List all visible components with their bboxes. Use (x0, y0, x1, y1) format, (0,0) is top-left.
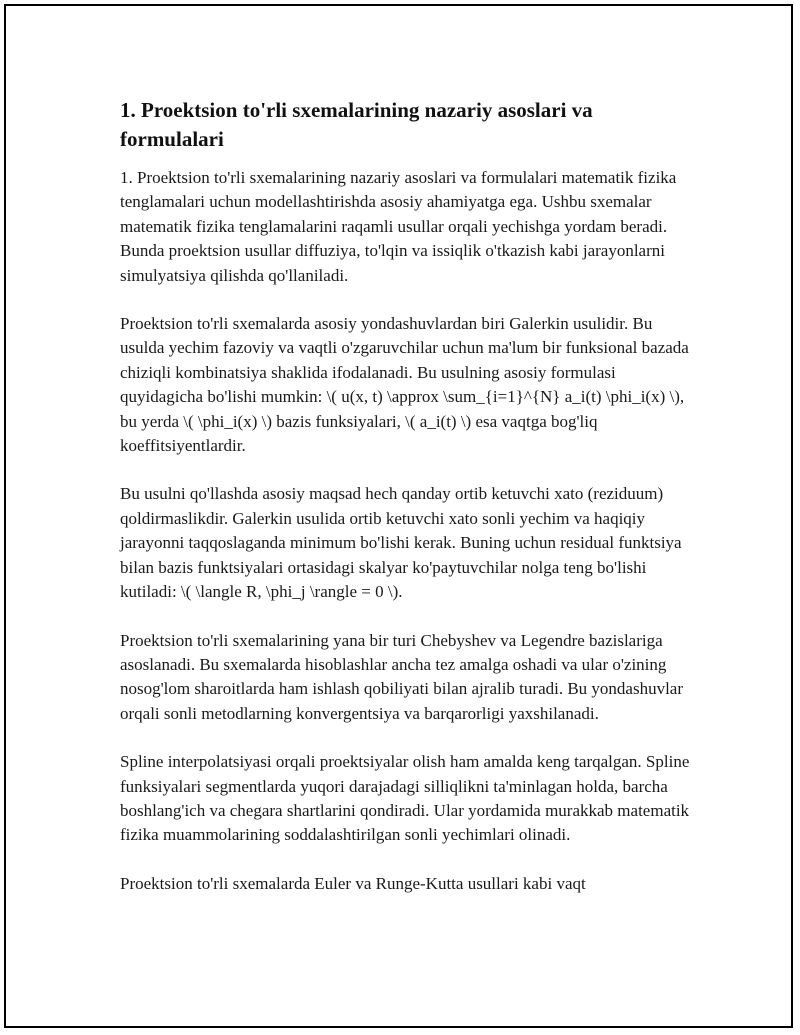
document-body (120, 96, 700, 920)
section-heading: 1. Proektsion to'rli sxemalarining nazariy asoslari va formulalari (120, 98, 593, 151)
paragraph-chebyshev-legendre: Proektsion to'rli sxemalarining yana bir turi Chebyshev va Legendre bazislariga asoslanadi. Bu sxemalarda hisoblashlar ancha tez amalga oshadi va ular o'zining nosog'lom sharoitlarda ham ishlash qobiliyati bilan ajralib turadi. Bu yondashuvlar orqali sonli metodlarning konvergentsiya va barqarorligi yaxshilanadi. (120, 630, 684, 723)
paragraph-residual: Bu usulni qo'llashda asosiy maqsad hech qanday ortib ketuvchi xato (reziduum) qoldirmaslikdir. Galerkin usulida ortib ketuvchi xato sonli yechim va haqiqiy jarayonni taqqoslaganda minimum bo'lishi kerak. Buning uchun residual funktsiya bilan bazis funktsiyalari ortasidagi skalyar ko'paytuvchilar nolga teng bo'lishi kutiladi: \( \langle R, \phi_j \rangle = 0 \). (120, 484, 682, 602)
paragraph-euler-runge-kutta: Proektsion to'rli sxemalarda Euler va Runge-Kutta usullari kabi vaqt (120, 873, 586, 893)
page-frame (4, 4, 793, 1028)
paragraph-intro: 1. Proektsion to'rli sxemalarining nazariy asoslari va formulalari matematik fizika tenglamalari uchun modellashtirishda asosiy ahamiyatga ega. Ushbu sxemalar matematik fizika tenglamalarini raqamli usullar orqali yechishga yordam beradi. Bunda proektsion usullar diffuziya, to'lqin va issiqlik o'tkazish kabi jarayonlarni simulyatsiya qilishda qo'llaniladi. (120, 168, 677, 285)
paragraph-galerkin: Proektsion to'rli sxemalarda asosiy yondashuvlardan biri Galerkin usulidir. Bu usulda yechim fazoviy va vaqtli o'zgaruvchilar uchun ma'lum bir funksional bazada chiziqli kombinatsiya shaklida ifodalanadi. Bu usulning asosiy formulasi quyidagicha bo'lishi mumkin: \( u(x, t) \approx \sum_{i=1}^{N} a_i(t) \phi_i(x) \), bu yerda \( \phi_i(x) \) bazis funksiyalari, \( a_i(t) \) esa vaqtga bog'liq koeffitsiyentlardir. (120, 314, 689, 456)
paragraph-spline: Spline interpolatsiyasi orqali proektsiyalar olish ham amalda keng tarqalgan. Spline funksiyalari segmentlarda yuqori darajadagi silliqlikni ta'minlagan holda, barcha boshlang'ich va chegara shartlarini qondiradi. Ular yordamida murakkab matematik fizika muammolarining soddalashtirilgan sonli yechimlari olinadi. (120, 752, 690, 845)
